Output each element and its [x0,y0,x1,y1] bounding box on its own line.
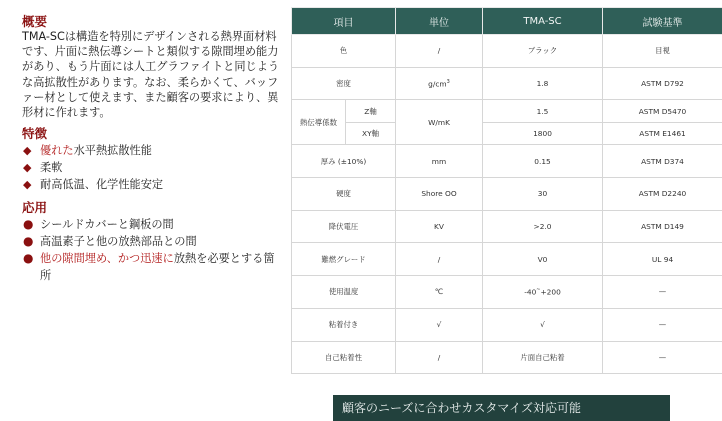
row-self-adhesive-unit: / [396,341,483,374]
row-thermal-xy-standard: ASTM E1461 [603,122,722,145]
row-color-standard: 目視 [603,35,722,68]
table-row [292,100,722,123]
header-unit: 単位 [396,8,483,35]
row-hardness-unit: Shore OO [396,178,483,211]
row-temp-value: -40~+200 [483,276,603,309]
table-row [292,276,722,309]
row-thickness-value: 0.15 [483,145,603,178]
features-title: 特徴 [22,126,48,142]
circle-bullet-icon: ● [23,251,34,266]
table-header-row [292,8,722,35]
row-self-adhesive-standard: — [603,341,722,374]
table-row [292,210,722,243]
row-thermal-z-value: 1.5 [483,100,603,123]
row-adhesive-item: 粘着付き [292,308,396,341]
table-row [292,178,722,211]
diamond-bullet-icon: ◆ [23,144,32,158]
row-thermal-z-standard: ASTM D5470 [603,100,722,123]
table-row [292,145,722,178]
diamond-bullet-icon: ◆ [23,161,32,175]
table-row [292,67,722,100]
features-list [22,142,280,193]
row-temp-standard: — [603,276,722,309]
row-thermal-item: 熱伝導係数 [292,100,346,145]
row-flame-standard: UL 94 [603,243,722,276]
row-color-item: 色 [292,35,396,68]
table-row [292,341,722,374]
row-breakdown-item: 降伏電圧 [292,210,396,243]
row-flame-item: 難燃グレード [292,243,396,276]
table-row [292,243,722,276]
row-self-adhesive-item: 自己粘着性 [292,341,396,374]
list-item: ● 高温素子と他の放熱部品との間 [23,234,197,249]
circle-bullet-icon: ● [23,234,34,249]
header-item: 項目 [292,8,396,35]
row-thermal-xy-value: 1800 [483,122,603,145]
row-thermal-xy-axis: XY軸 [346,122,396,145]
list-item: ◆ 優れた水平熱拡散性能 [23,144,152,158]
row-color-unit: / [396,35,483,68]
description-panel [22,14,280,291]
row-density-standard: ASTM D792 [603,67,722,100]
row-thickness-item: 厚み (±10%) [292,145,396,178]
row-thickness-unit: mm [396,145,483,178]
row-adhesive-standard: — [603,308,722,341]
row-thermal-unit: W/mK [396,100,483,145]
applications-title: 応用 [22,200,48,216]
row-density-unit: $g/cm^3$ [396,67,483,100]
row-hardness-item: 硬度 [292,178,396,211]
table-row [292,308,722,341]
overview-title: 概要 [22,14,48,29]
list-item: ◆ 耐高低温、化学性能安定 [23,178,164,192]
row-breakdown-unit: KV [396,210,483,243]
row-density-value: 1.8 [483,67,603,100]
table-row [292,35,722,68]
circle-bullet-icon: ● [23,217,34,232]
row-adhesive-value: √ [483,308,603,341]
row-color-value: ブラック [483,35,603,68]
row-density-item: 密度 [292,67,396,100]
list-item: ● 他の隙間埋め、かつ迅速に放熱を必要とする箇所 [23,251,275,283]
overview-text: TMA-SCは構造を特別にデザインされる熱界面材料です、片面に熱伝導シートと類似する隙間埋め能力があり、もう片面には人工グラファイトと同じような高拡散性があります。なお、柔らかくて、バッファー材として使えます、また顧客の要求により、異形材に作れます。 [22,30,280,120]
list-item: ● シールドカバーと鋼板の間 [23,217,174,232]
diamond-bullet-icon: ◆ [23,178,32,192]
row-self-adhesive-value: 片面自己粘着 [483,341,603,374]
row-hardness-standard: ASTM D2240 [603,178,722,211]
header-standard: 試験基準 [603,8,722,35]
customization-banner: 顧客のニーズに合わせカスタマイズ対応可能 [333,395,670,421]
row-flame-value: V0 [483,243,603,276]
row-breakdown-standard: ASTM D149 [603,210,722,243]
row-hardness-value: 30 [483,178,603,211]
row-flame-unit: / [396,243,483,276]
row-temp-unit: ℃ [396,276,483,309]
list-item: ◆ 柔軟 [23,161,63,175]
table-row [292,122,722,145]
row-breakdown-value: >2.0 [483,210,603,243]
row-temp-item: 使用温度 [292,276,396,309]
row-adhesive-unit: √ [396,308,483,341]
spec-table [291,7,722,374]
applications-list [22,216,280,284]
row-thermal-z-axis: Z軸 [346,100,396,123]
row-thickness-standard: ASTM D374 [603,145,722,178]
header-product: TMA-SC [483,8,603,35]
